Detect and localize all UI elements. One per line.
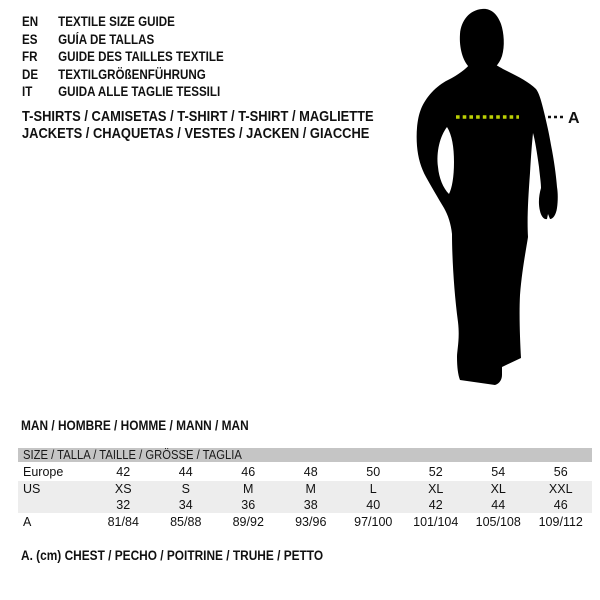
cell: 38 — [303, 498, 318, 512]
table-row-unlabeled — [18, 497, 592, 513]
language-row-en — [22, 13, 224, 31]
cell: 48 — [303, 464, 318, 479]
cell: 32 — [116, 498, 131, 512]
table-row-chest-a — [18, 513, 592, 531]
cell: M — [243, 482, 254, 496]
language-code: ES — [22, 31, 38, 47]
table-row-europe — [18, 462, 592, 481]
cell: 42 — [116, 464, 131, 479]
cell: 42 — [428, 498, 443, 512]
silhouette-head — [460, 9, 504, 73]
cell: XS — [114, 482, 132, 496]
cell: 46 — [553, 498, 568, 512]
cell: 50 — [366, 464, 381, 479]
cell: XXL — [548, 482, 573, 496]
language-code: DE — [22, 66, 39, 82]
cell: 44 — [178, 464, 193, 479]
size-table-header-label: SIZE / TALLA / TAILLE / GRÖSSE / TAGLIA — [23, 448, 242, 462]
man-silhouette-svg — [390, 5, 590, 405]
cell: 36 — [241, 498, 256, 512]
language-label: TEXTILE SIZE GUIDE — [58, 14, 175, 29]
language-label: GUIDA ALLE TAGLIE TESSILI — [58, 84, 221, 100]
language-row-de — [22, 66, 224, 84]
language-row-it — [22, 83, 224, 101]
row-label: A — [23, 515, 32, 529]
language-list — [22, 13, 257, 101]
cell: 97/100 — [354, 515, 393, 529]
silhouette-body — [417, 63, 558, 385]
cell: 34 — [178, 498, 193, 512]
language-code: FR — [22, 49, 38, 65]
cell: 54 — [491, 464, 506, 479]
section-title-man: MAN / HOMBRE / HOMME / MANN / MAN — [21, 418, 249, 433]
cell: 93/96 — [295, 515, 327, 529]
cell: M — [305, 482, 316, 496]
man-silhouette-figure — [390, 5, 590, 405]
language-label: TEXTILGRÖßENFÜHRUNG — [58, 66, 206, 82]
size-table — [18, 448, 592, 531]
cell: XL — [490, 482, 506, 496]
language-label: GUÍA DE TALLAS — [58, 31, 155, 47]
cell: 85/88 — [170, 515, 202, 529]
language-row-fr — [22, 48, 224, 66]
cell: 52 — [428, 464, 443, 479]
cell: L — [369, 482, 377, 496]
cell: 46 — [241, 464, 256, 479]
garment-categories — [22, 109, 431, 143]
cell: 44 — [491, 498, 506, 512]
language-code: EN — [22, 14, 39, 29]
cell: 40 — [366, 498, 381, 512]
measurement-footnote: A. (cm) CHEST / PECHO / POITRINE / TRUHE / PETTO — [21, 548, 324, 563]
cell: 89/92 — [232, 515, 264, 529]
cell: 105/108 — [475, 515, 521, 529]
table-row-us — [18, 481, 592, 497]
cell: 56 — [553, 464, 568, 479]
size-table-header — [18, 448, 592, 462]
category-jackets: JACKETS / CHAQUETAS / VESTES / JACKEN / GIACCHE — [22, 124, 370, 142]
cell: XL — [428, 482, 444, 496]
category-tshirts: T-SHIRTS / CAMISETAS / T-SHIRT / T-SHIRT / MAGLIETTE — [22, 108, 374, 125]
language-code: IT — [22, 84, 33, 100]
cell: 81/84 — [107, 515, 139, 529]
cell: 109/112 — [538, 515, 583, 529]
row-label: US — [23, 482, 41, 496]
language-label: GUIDE DES TAILLES TEXTILE — [58, 49, 224, 65]
measure-label-a: A — [568, 110, 580, 127]
cell: S — [181, 482, 190, 496]
cell: 101/104 — [413, 515, 459, 529]
language-row-es — [22, 31, 224, 49]
row-label: Europe — [23, 464, 64, 479]
